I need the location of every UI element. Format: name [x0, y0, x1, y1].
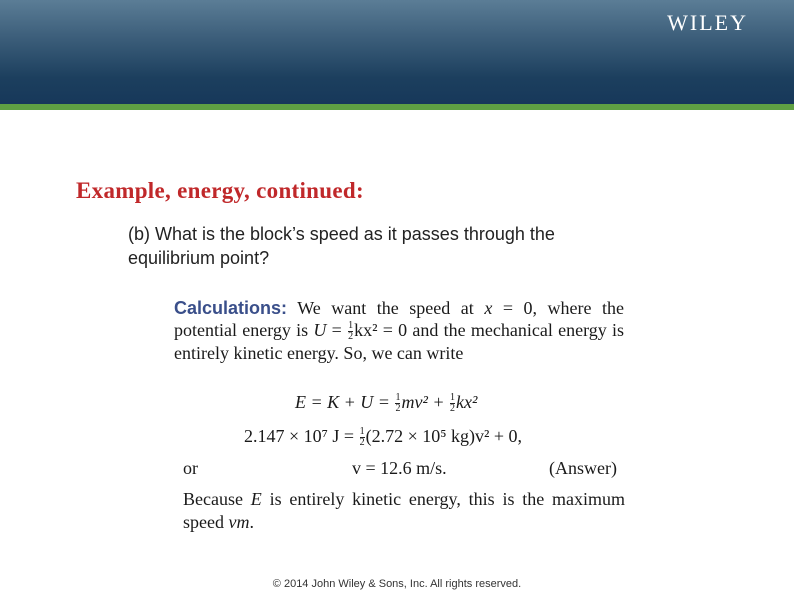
- wiley-logo: WILEY: [667, 10, 748, 35]
- equation-result: v = 12.6 m/s.: [352, 458, 447, 478]
- fraction-half: $\frac{1}{2}$: [348, 320, 354, 343]
- calc-text-3: kx² = 0 and the mechanical energy is entirely kinetic energy. So, we can write: [174, 320, 625, 364]
- fraction-half: $\frac{1}{2}$: [395, 392, 401, 415]
- equation-substitution: 2.147 × 10⁷ J = $\frac{1}{2}$ (2.72 × 10⁵ kg)v² + 0,: [244, 426, 523, 449]
- calc-var-x: x: [484, 298, 493, 318]
- copyright-footer: © 2014 John Wiley & Sons, Inc. All rights reserved.: [272, 578, 522, 590]
- calculations-block: Calculations: We want the speed at x = 0, where the potential energy is U = $\frac{1}{2}$ kx² = 0 and the mechanical energy is entirely kinetic energy. So, we can write: [174, 298, 625, 364]
- header-green-rule: [0, 104, 794, 110]
- calculations-label: Calculations:: [174, 298, 288, 318]
- conclusion-text: Because E is entirely kinetic energy, this is the maximum speed vm.: [183, 489, 626, 532]
- or-label: or: [183, 458, 198, 478]
- calc-var-u: U: [313, 320, 327, 340]
- equation-energy: E = K + U = $\frac{1}{2}$ mv² + $\frac{1}{2}$ kx²: [295, 392, 478, 415]
- calc-text-1: We want the speed at: [297, 298, 474, 318]
- fraction-half: $\frac{1}{2}$: [359, 426, 365, 449]
- slide-title: Example, energy, continued:: [76, 178, 364, 203]
- answer-label: (Answer): [549, 458, 617, 478]
- calc-text-2: = 0, where the potential energy is: [174, 298, 624, 340]
- question-text: (b) What is the block’s speed as it passes through the equilibrium point?: [128, 224, 555, 268]
- fraction-half: $\frac{1}{2}$: [449, 392, 455, 415]
